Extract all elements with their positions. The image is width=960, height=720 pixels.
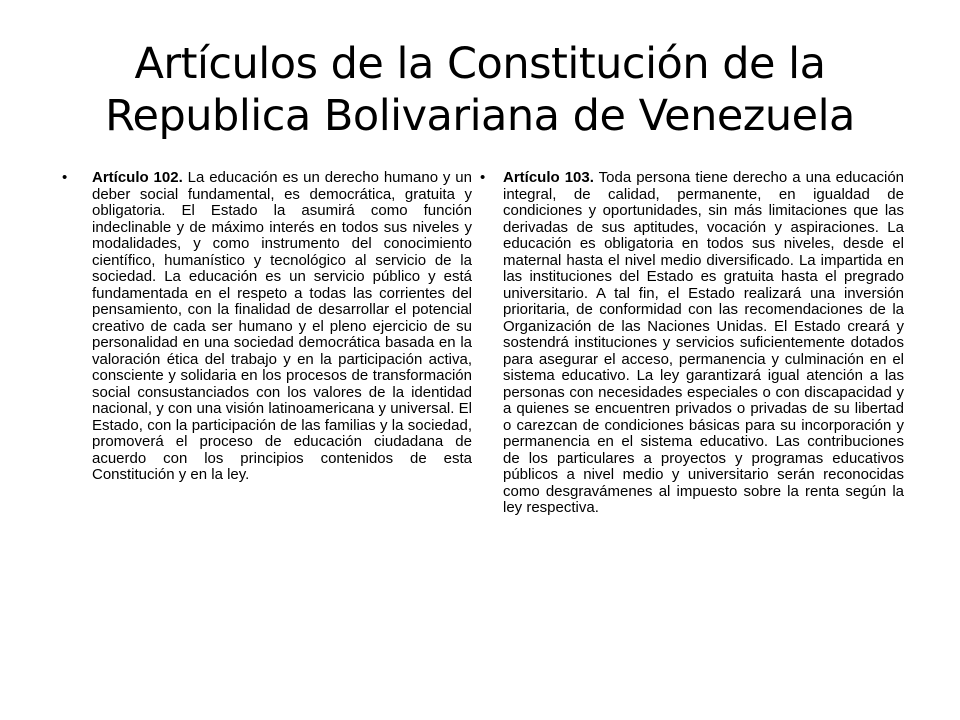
article-102-label: Artículo 102. [92,169,183,186]
bullet-icon: • [480,169,486,186]
article-103-text [503,170,904,517]
article-103-block [480,170,904,517]
slide-title: Artículos de la Constitución de la Republica Bolivariana de Venezuela [105,39,855,141]
article-103-label: Artículo 103. [503,169,594,186]
article-102-text [92,170,472,484]
bullet-icon: • [62,169,68,186]
article-102-block [62,170,472,484]
article-103-body: Toda persona tiene derecho a una educación integral, de calidad, permanente, en igualdad de condiciones y oportunidades, sin más limitaciones que las derivadas de sus aptitudes, vocación y aspiraciones. La educación es obligatoria en todos sus niveles, desde el maternal hasta el nivel medio diversificado. La impartida en las instituciones del Estado es gratuita hasta el pregrado universitario. A tal fin, el Estado realizará una inversión prioritaria, de conformidad con las recomendaciones de la Organización de las Naciones Unidas. El Estado creará y sostendrá instituciones y servicios suficientemente dotados para asegurar el acceso, permanencia y culminación en el sistema educativo. La ley garantizará igual atención a las personas con necesidades especiales o con discapacidad y a quienes se encuentren privados o privadas de su libertad o carezcan de condiciones básicas para su incorporación y permanencia en el sistema educativo. Las contribuciones de los particulares a proyectos y programas educativos públicos a nivel medio y universitario serán reconocidas como desgravámenes al impuesto sobre la renta según la ley respectiva. [503,169,905,516]
article-102-body: La educación es un derecho humano y un deber social fundamental, es democrática, gratuita y obligatoria. El Estado la asumirá como función indeclinable y de máximo interés en todos sus niveles y modalidades, y como instrumento del conocimiento científico, humanístico y tecnológico al servicio de la sociedad. La educación es un servicio público y está fundamentada en el respeto a todas las corrientes del pensamiento, con la finalidad de desarrollar el potencial creativo de cada ser humano y el pleno ejercicio de su personalidad en una sociedad democrática basada en la valoración ética del trabajo y en la participación activa, consciente y solidaria en los procesos de transformación social consustanciados con los valores de la identidad nacional, y con una visión latinoamericana y universal. El Estado, con la participación de las familias y la sociedad, promoverá el proceso de educación ciudadana de acuerdo con los principios contenidos de esta Constitución y en la ley. [92,169,472,483]
